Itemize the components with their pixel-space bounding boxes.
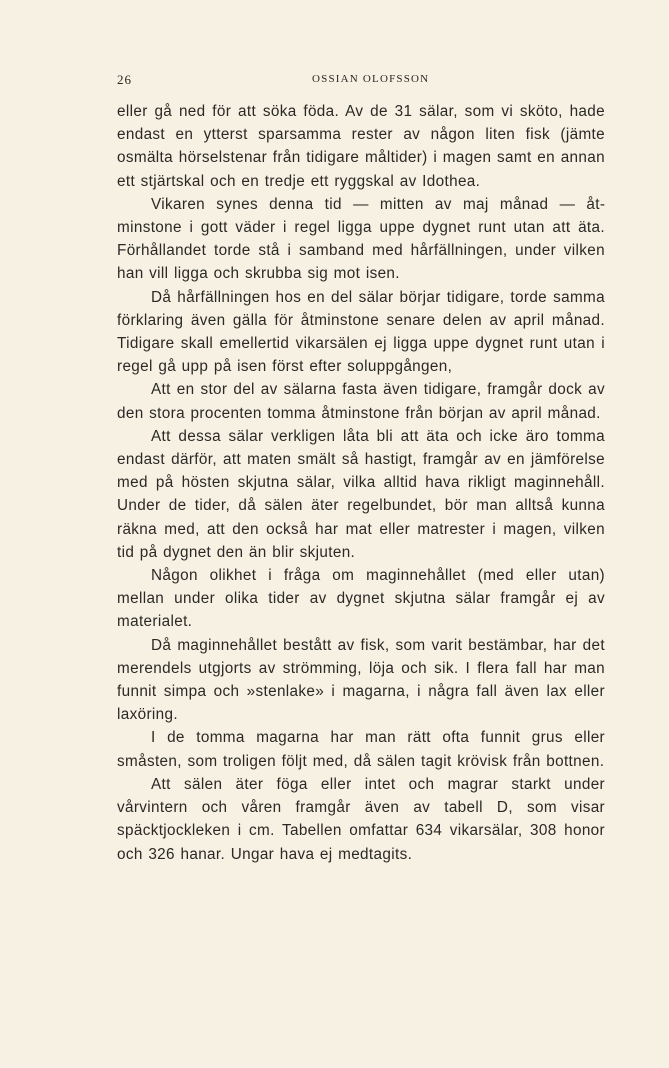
paragraph: Då hårfällningen hos en del sälar börjar tidigare, torde samma förklaring även gälla för åtminstone senare delen av april månad. Tidigare skall emellertid vikarsälen ej ligga uppe dygnet runt utan i regel gå upp på isen först efter soluppgången, — [117, 288, 605, 376]
paragraph: Då maginnehållet bestått av fisk, som varit bestämbar, har det merendels utgjorts av strömming, löja och sik. I flera fall har man funnit simpa och »stenlake» i magarna, i några fall även lax eller laxöring. — [117, 636, 605, 724]
running-head: OSSIAN OLOFSSON — [312, 73, 430, 85]
body-text — [117, 100, 605, 866]
page-header — [117, 72, 603, 90]
page-number: 26 — [117, 72, 132, 87]
paragraph: Att dessa sälar verkligen låta bli att äta och icke äro tomma endast därför, att maten smält så hastigt, framgår av en jämförelse med på hösten skjutna sälar, vilka alltid hava rikligt maginnehåll. Under de tider, då sälen äter regelbundet, bör man alltså kunna räkna med, att den också har mat eller matrester i magen, vilken tid på dygnet den än blir skjuten. — [117, 427, 605, 561]
paragraph: Någon olikhet i fråga om maginnehållet (med eller utan) mellan under olika tider av dygnet skjutna sälar framgår ej av materialet. — [117, 567, 605, 631]
paragraph: Att sälen äter föga eller intet och magrar starkt under vårvintern och våren framgår även av tabell D, som visar späcktjockleken i cm. Tabellen omfattar 634 vikarsälar, 308 honor och 326 hanar. Ungar hava ej medtagits. — [117, 775, 605, 863]
paragraph: I de tomma magarna har man rätt ofta funnit grus eller småsten, som troligen följt med, då sälen tagit krövisk från bottnen. — [117, 729, 605, 770]
paragraph: eller gå ned för att söka föda. Av de 31 sälar, som vi sköto, hade endast en ytterst sparsamma rester av någon liten fisk (jämte osmälta hörselstenar från tidigare måltider) i magen samt en annan ett stjärtskal och en tredje ett ryggskal av Idothea. — [117, 103, 605, 190]
paragraph: Vikaren synes denna tid — mitten av maj månad — åtminstone i gott väder i regel ligga uppe dygnet runt utan att äta. Förhållandet torde stå i samband med hårfällningen, under vilken han vill ligga och skrubba sig mot isen. — [117, 195, 605, 283]
paragraph: Att en stor del av sälarna fasta även tidigare, framgår dock av den stora procenten tomma åtminstone från början av april månad. — [117, 381, 605, 422]
